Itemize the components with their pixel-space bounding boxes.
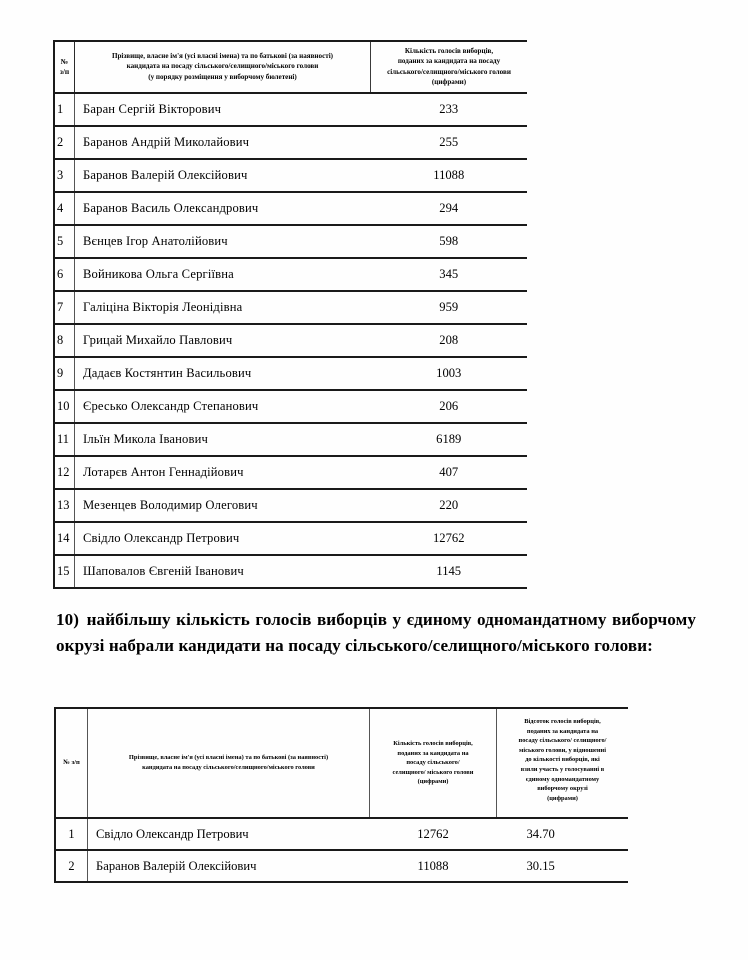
row-number: 13 [54, 489, 75, 522]
row-votes-count: 208 [371, 324, 528, 357]
column-header-candidate-name [75, 41, 371, 93]
table-row [54, 555, 527, 588]
row-candidate-name: Баран Сергій Вікторович [75, 93, 371, 126]
row-number: 2 [55, 850, 88, 882]
paragraph-marker: 10) [56, 610, 80, 630]
row-number: 7 [54, 291, 75, 324]
column-header-votes-count-line5: (цифрами) [417, 778, 449, 786]
row-votes-count: 233 [371, 93, 528, 126]
top-candidates-table-container [54, 707, 607, 883]
row-candidate-name: Войникова Ольга Сергіївна [75, 258, 371, 291]
table-header-row [55, 708, 628, 818]
column-header-votes-count-line2: поданих за кандидата на посаду [397, 57, 501, 66]
table-row [54, 456, 527, 489]
row-votes-count: 1003 [371, 357, 528, 390]
column-header-candidate-name-line2: кандидата на посаду сільського/селищного/міського голови [142, 764, 315, 771]
row-number: 11 [54, 423, 75, 456]
table-row [54, 258, 527, 291]
row-votes-count: 220 [371, 489, 528, 522]
column-header-number [54, 41, 75, 93]
top-candidates-table [54, 707, 628, 883]
row-votes-count: 1145 [371, 555, 528, 588]
column-header-number-line1: № [60, 57, 69, 67]
row-number: 5 [54, 225, 75, 258]
row-candidate-name: Баранов Василь Олександрович [75, 192, 371, 225]
row-candidate-name: Галіціна Вікторія Леонідівна [75, 291, 371, 324]
row-votes-count: 598 [371, 225, 528, 258]
row-candidate-name: Мезенцев Володимир Олегович [75, 489, 371, 522]
column-header-vote-percentage-line1: Відсоток голосів виборців, [524, 718, 601, 725]
column-header-vote-percentage-line5: до кількості виборців, які [525, 756, 600, 764]
column-header-candidate-name-line2: кандидата на посаду сільського/селищного/міського голови [126, 62, 319, 71]
row-candidate-name: Дадаєв Костянтин Васильович [75, 357, 371, 390]
row-votes-count: 959 [371, 291, 528, 324]
table-row [54, 423, 527, 456]
table-row [54, 93, 527, 126]
row-votes-count: 6189 [371, 423, 528, 456]
column-header-vote-percentage-line2: поданих за кандидата на [526, 727, 599, 735]
column-header-vote-percentage-line6: взяли участь у голосуванні в [520, 766, 605, 774]
column-header-vote-percentage-line7: єдиному одномандатному [525, 775, 600, 783]
table-row [55, 850, 628, 882]
table-row [54, 291, 527, 324]
column-header-votes-count-line3: посаду сільського/ [406, 759, 460, 767]
row-votes-count: 11088 [370, 850, 497, 882]
section-paragraph [56, 607, 696, 659]
column-header-vote-percentage-line3: посаду сільського/ селищного/ [518, 737, 607, 745]
row-candidate-name: Ільїн Микола Іванович [75, 423, 371, 456]
row-candidate-name: Єресько Олександр Степанович [75, 390, 371, 423]
table-row [54, 522, 527, 555]
row-votes-count: 206 [371, 390, 528, 423]
row-number: 15 [54, 555, 75, 588]
table-row [54, 489, 527, 522]
column-header-number: № з/п [55, 708, 88, 818]
table-row [54, 192, 527, 225]
column-header-candidate-name-line1: Прізвище, власне ім'я (усі власні імена) та по батькові (за наявності) [111, 52, 334, 61]
row-candidate-name: Свідло Олександр Петрович [75, 522, 371, 555]
column-header-votes-count-line1: Кількість голосів виборців, [404, 47, 494, 55]
row-number: 4 [54, 192, 75, 225]
candidates-votes-table-container [53, 40, 511, 589]
row-votes-count: 12762 [371, 522, 528, 555]
row-votes-count: 255 [371, 126, 528, 159]
table-row [54, 126, 527, 159]
row-number: 3 [54, 159, 75, 192]
row-number: 6 [54, 258, 75, 291]
row-candidate-name: Грицай Михайло Павлович [75, 324, 371, 357]
column-header-vote-percentage-line8: виборчому окрузі [537, 785, 588, 793]
row-candidate-name: Шаповалов Євгеній Іванович [75, 555, 371, 588]
column-header-votes-count [370, 708, 497, 818]
candidates-votes-table [53, 40, 527, 589]
table-header-row [54, 41, 527, 93]
table-row [54, 159, 527, 192]
row-votes-count: 345 [371, 258, 528, 291]
column-header-votes-count-line3: сільського/селищного/міського голови [387, 67, 511, 76]
table-row [54, 357, 527, 390]
row-candidate-name: Лотарєв Антон Геннадійович [75, 456, 371, 489]
row-number: 2 [54, 126, 75, 159]
row-number: 14 [54, 522, 75, 555]
row-number: 1 [54, 93, 75, 126]
row-candidate-name: Баранов Валерій Олексійович [75, 159, 371, 192]
table-row [55, 818, 628, 850]
row-votes-count: 11088 [371, 159, 528, 192]
row-number: 9 [54, 357, 75, 390]
row-candidate-name: Свідло Олександр Петрович [88, 818, 370, 850]
column-header-vote-percentage [497, 708, 629, 818]
column-header-votes-count-line4: селищного/ міського голови [392, 768, 474, 776]
row-number: 8 [54, 324, 75, 357]
row-number: 10 [54, 390, 75, 423]
table-row [54, 225, 527, 258]
column-header-votes-count-line2: поданих за кандидата на [397, 749, 469, 757]
column-header-votes-count-line4: (цифрами) [431, 77, 467, 86]
paragraph-text: найбільшу кількість голосів виборців у єдиному одномандатному виборчому окрузі набрали кандидати на посаду сільського/селищного/міського голови: [56, 610, 696, 656]
row-votes-count: 407 [371, 456, 528, 489]
column-header-vote-percentage-line9: (цифрами) [547, 794, 578, 802]
row-number: 1 [55, 818, 88, 850]
column-header-votes-count [371, 41, 528, 93]
row-candidate-name: Баранов Валерій Олексійович [88, 850, 370, 882]
table-row [54, 324, 527, 357]
row-vote-percentage: 30.15 [497, 850, 629, 882]
row-number: 12 [54, 456, 75, 489]
column-header-candidate-name [88, 708, 370, 818]
column-header-votes-count-line1: Кількість голосів виборців, [393, 739, 473, 747]
column-header-candidate-name-line1: Прізвище, власне ім'я (усі власні імена) та по батькові (за наявності) [128, 754, 329, 762]
row-votes-count: 12762 [370, 818, 497, 850]
column-header-candidate-name-line3: (у порядку розміщення у виборчому бюлетені) [148, 72, 297, 81]
column-header-number-line2: з/п [59, 66, 70, 76]
row-vote-percentage: 34.70 [497, 818, 629, 850]
table-row [54, 390, 527, 423]
row-votes-count: 294 [371, 192, 528, 225]
column-header-vote-percentage-line4: міського голови, у відношенні [519, 746, 606, 754]
row-candidate-name: Вєнцев Ігор Анатолійович [75, 225, 371, 258]
row-candidate-name: Баранов Андрій Миколайович [75, 126, 371, 159]
